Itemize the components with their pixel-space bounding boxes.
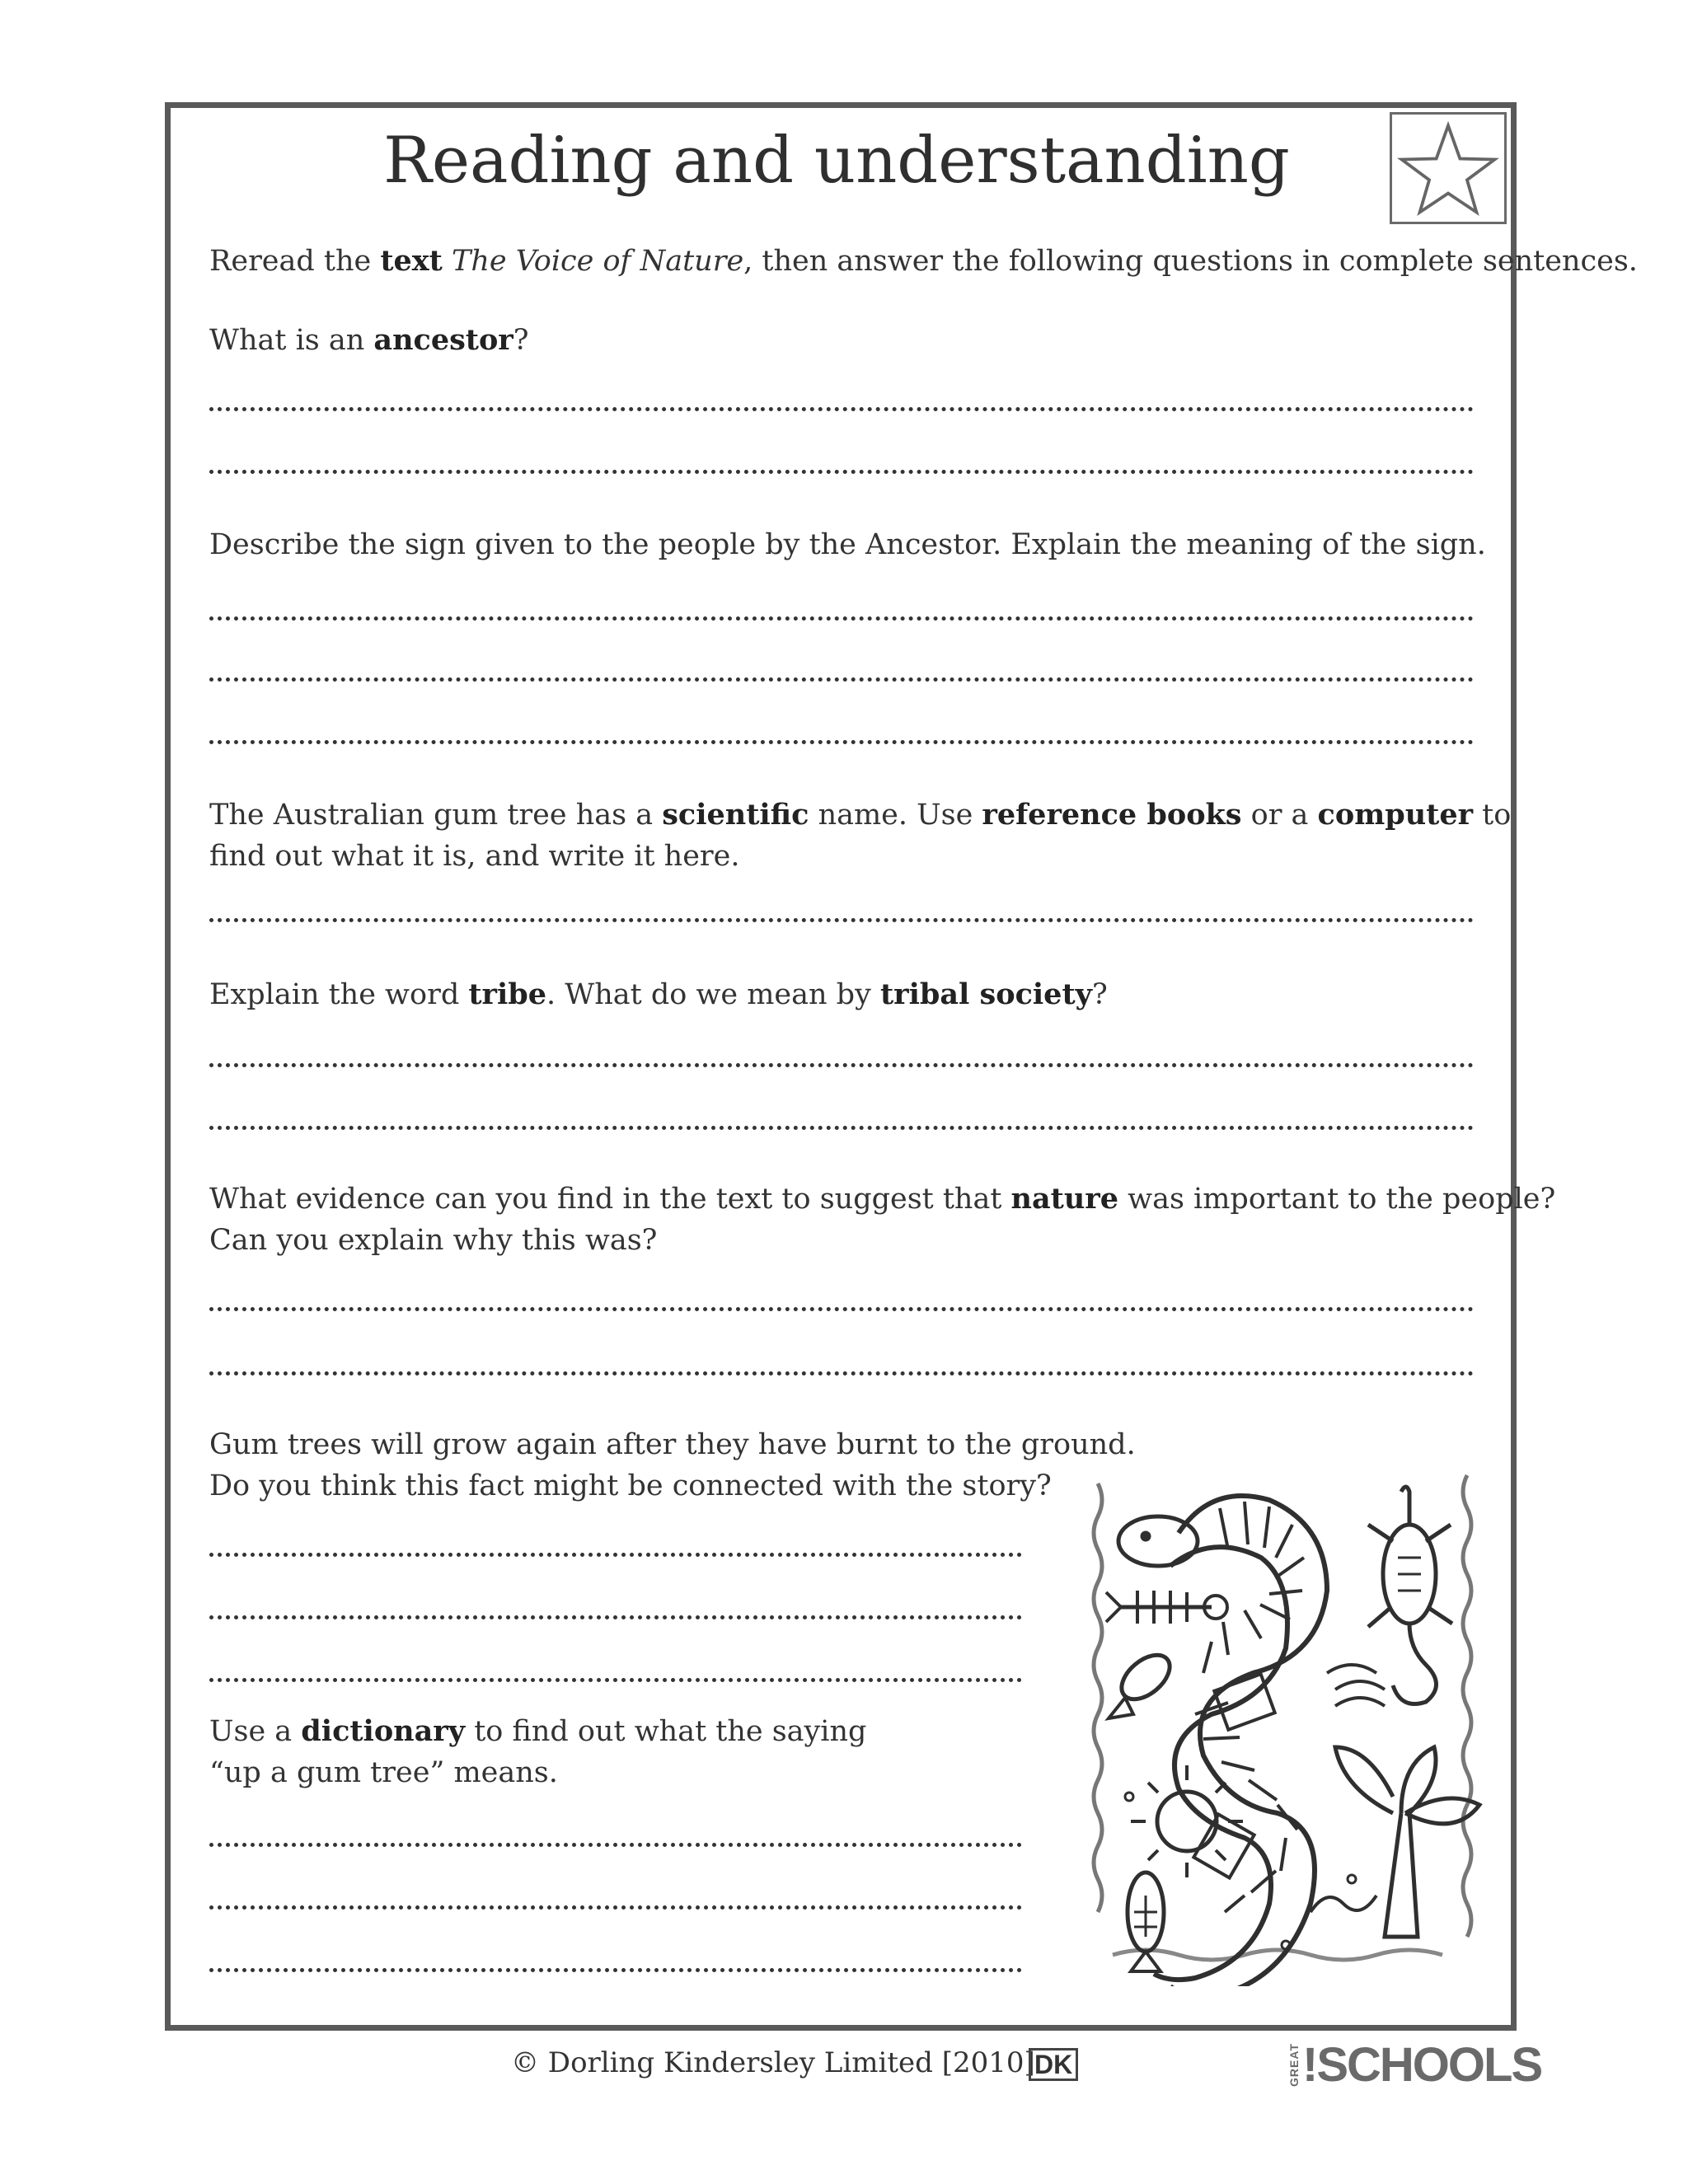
answer-line[interactable] xyxy=(209,1905,1022,1910)
answer-line[interactable] xyxy=(209,1553,1022,1557)
gs-great-text: GREAT xyxy=(1287,2042,1301,2087)
answer-line[interactable] xyxy=(209,1063,1474,1067)
question-3: The Australian gum tree has a scientific name. Use reference books or a computer to find out what it is, and write it here. xyxy=(209,798,1512,873)
answer-line[interactable] xyxy=(209,1968,1022,1972)
question-2: Describe the sign given to the people by the Ancestor. Explain the meaning of the sign. xyxy=(209,528,1486,561)
question-4: Explain the word tribe. What do we mean by tribal society? xyxy=(209,977,1108,1011)
greatschools-logo xyxy=(1287,2036,1541,2093)
answer-line[interactable] xyxy=(209,1843,1022,1847)
dk-logo: DK xyxy=(1029,2048,1078,2081)
gs-schools-text: SCHOOLS xyxy=(1316,2037,1542,2092)
answer-line[interactable] xyxy=(209,740,1474,744)
answer-line[interactable] xyxy=(209,1307,1474,1311)
answer-line[interactable] xyxy=(209,407,1474,411)
question-5: What evidence can you find in the text to suggest that nature was important to the people? Can you explain why this was? xyxy=(209,1182,1556,1257)
answer-line[interactable] xyxy=(209,1126,1474,1130)
answer-line[interactable] xyxy=(209,918,1474,922)
answer-line[interactable] xyxy=(209,1678,1022,1682)
instruction-text: Reread the text The Voice of Nature, then answer the following questions in complete sentences. xyxy=(209,244,1638,278)
page-title: Reading and understanding xyxy=(383,124,1290,198)
answer-line[interactable] xyxy=(209,1615,1022,1619)
answer-line[interactable] xyxy=(209,677,1474,682)
answer-line[interactable] xyxy=(209,1371,1474,1376)
question-1: What is an ancestor? xyxy=(209,323,529,357)
question-7: Use a dictionary to find out what the saying “up a gum tree” means. xyxy=(209,1714,867,1789)
gs-exclaim-text: ! xyxy=(1302,2037,1317,2092)
answer-line[interactable] xyxy=(209,616,1474,621)
question-6: Gum trees will grow again after they have burnt to the ground. Do you think this fact might be connected with the story? xyxy=(209,1428,1136,1502)
copyright-text: © Dorling Kindersley Limited [2010] xyxy=(511,2046,1035,2079)
answer-line[interactable] xyxy=(209,470,1474,474)
aboriginal-art-illustration xyxy=(1080,1451,1492,1986)
